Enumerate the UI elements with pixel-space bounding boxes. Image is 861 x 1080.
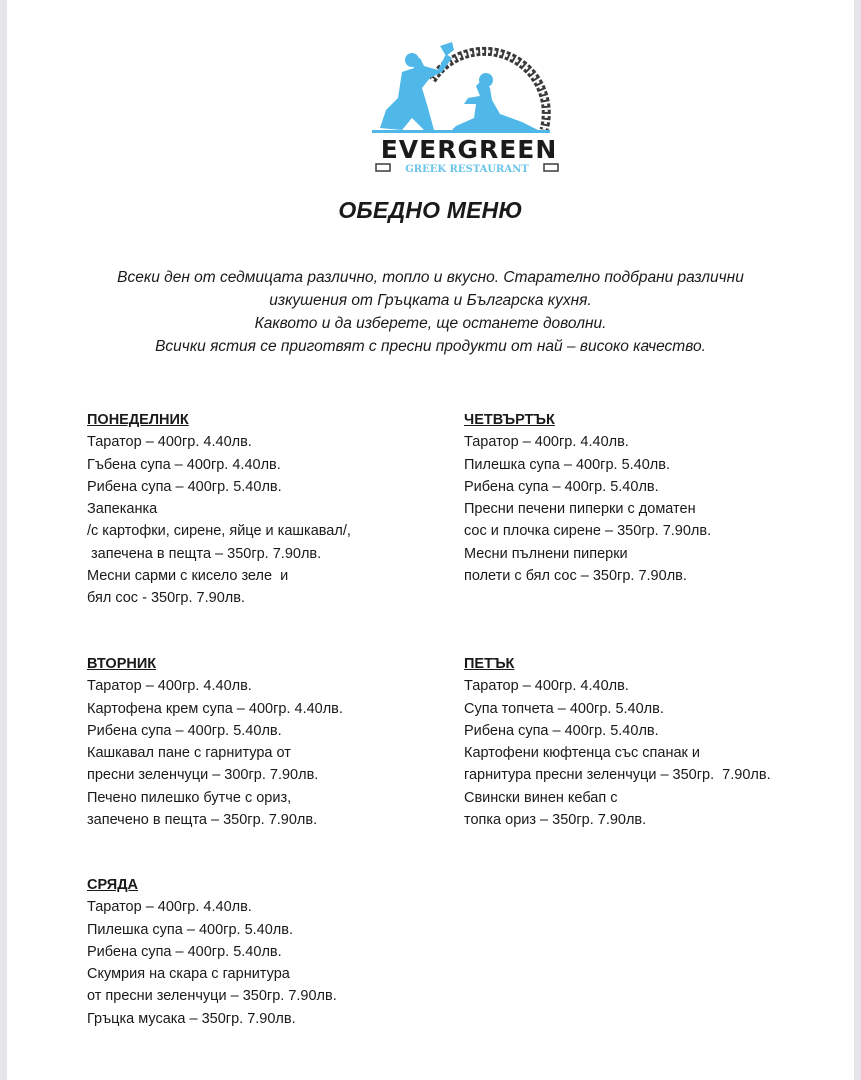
menu-line: Пилешка супа – 400гр. 5.40лв.: [87, 921, 293, 938]
menu-line: Таратор – 400гр. 4.40лв.: [87, 434, 252, 451]
menu-line: полети с бял сос – 350гр. 7.90лв.: [464, 568, 687, 585]
day-section-thursday: [464, 409, 711, 587]
menu-line: Таратор – 400гр. 4.40лв.: [87, 899, 252, 916]
menu-line: Рибена супа – 400гр. 5.40лв.: [87, 943, 282, 960]
menu-line: Картофени кюфтенца със спанак и: [464, 745, 701, 762]
day-section-tuesday: [87, 653, 343, 831]
menu-line: Запеканка: [87, 501, 158, 518]
menu-line: запечено в пещта – 350гр. 7.90лв.: [87, 812, 318, 829]
day-heading: СРЯДА: [87, 877, 139, 893]
day-heading: ЧЕТВЪРТЪК: [464, 412, 555, 428]
menu-line: бял сос - 350гр. 7.90лв.: [87, 590, 245, 607]
menu-line: Рибена супа – 400гр. 5.40лв.: [87, 478, 282, 495]
menu-line: гарнитура пресни зеленчуци – 350гр. 7.90лв.: [464, 767, 771, 784]
day-heading: ВТОРНИК: [87, 656, 157, 672]
intro-line: Каквото и да изберете, ще останете доволни.: [254, 315, 607, 332]
menu-line: Таратор – 400гр. 4.40лв.: [464, 434, 629, 451]
menu-line: Пресни печени пиперки с доматен: [464, 501, 696, 518]
menu-line: Супа топчета – 400гр. 5.40лв.: [464, 700, 664, 717]
menu-line: Пилешка супа – 400гр. 5.40лв.: [464, 456, 670, 473]
menu-line: Месни пълнени пиперки: [464, 545, 628, 562]
menu-line: Рибена супа – 400гр. 5.40лв.: [464, 478, 659, 495]
menu-line: Картофена крем супа – 400гр. 4.40лв.: [87, 700, 343, 717]
intro-line: Всеки ден от седмицата различно, топло и вкусно. Старателно подбрани различни: [117, 269, 744, 286]
menu-line: запечена в пещта – 350гр. 7.90лв.: [87, 545, 322, 562]
intro-text: [7, 266, 854, 358]
menu-line: Рибена супа – 400гр. 5.40лв.: [87, 722, 282, 739]
menu-line: Печено пилешко бутче с ориз,: [87, 789, 292, 806]
menu-line: Гъбена супа – 400гр. 4.40лв.: [87, 456, 281, 473]
logo-graphic: [372, 38, 567, 178]
day-section-monday: [87, 409, 351, 610]
menu-line: Свински винен кебап с: [464, 789, 618, 806]
menu-line: Месни сарми с кисело зеле и: [87, 568, 289, 585]
menu-line: Рибена супа – 400гр. 5.40лв.: [464, 722, 659, 739]
restaurant-logo: [372, 38, 567, 178]
intro-line: изкушения от Гръцката и Българска кухня.: [269, 292, 592, 309]
day-heading: ПЕТЪК: [464, 656, 515, 672]
menu-line: Кашкавал пане с гарнитура от: [87, 745, 291, 762]
menu-line: Таратор – 400гр. 4.40лв.: [464, 678, 629, 695]
page-title: ОБЕДНО МЕНЮ: [338, 197, 523, 223]
day-heading: ПОНЕДЕЛНИК: [87, 412, 189, 428]
day-section-friday: [464, 653, 771, 831]
menu-page: [7, 0, 854, 1080]
menu-line: Таратор – 400гр. 4.40лв.: [87, 678, 252, 695]
menu-line: сос и плочка сирене – 350гр. 7.90лв.: [464, 523, 712, 540]
logo-wordmark: EVERGREEN: [380, 135, 558, 164]
menu-line: /с картофки, сирене, яйце и кашкавал/,: [87, 523, 351, 540]
menu-line: пресни зеленчуци – 300гр. 7.90лв.: [87, 767, 319, 784]
menu-line: Скумрия на скара с гарнитура: [87, 966, 290, 983]
intro-line: Всички ястия се приготвят с пресни продукти от най – високо качество.: [155, 338, 706, 355]
day-section-wednesday: [87, 874, 337, 1030]
menu-line: топка ориз – 350гр. 7.90лв.: [464, 812, 647, 829]
menu-line: Гръцка мусака – 350гр. 7.90лв.: [87, 1010, 296, 1027]
menu-line: от пресни зеленчуци – 350гр. 7.90лв.: [87, 988, 337, 1005]
logo-subtitle: GREEK RESTAURANT: [405, 164, 529, 175]
